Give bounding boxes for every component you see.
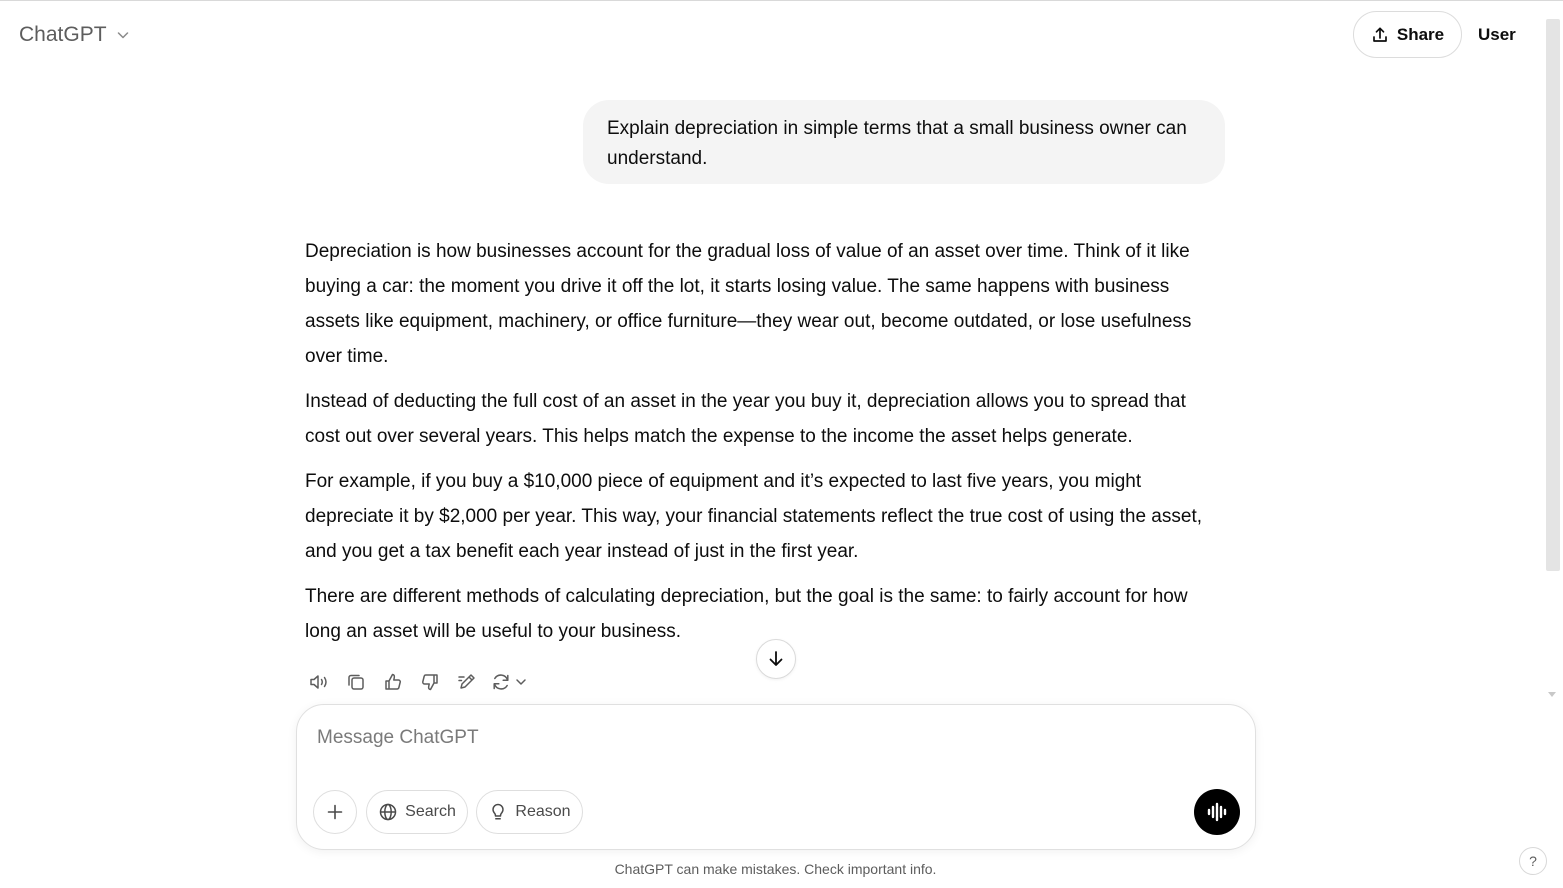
thumbs-down-icon [419, 671, 441, 693]
plus-icon [325, 802, 345, 822]
share-label: Share [1396, 24, 1445, 44]
share-button[interactable] [1353, 11, 1462, 58]
user-message-text: Explain depreciation in simple terms that a small business owner can understand. [607, 118, 1187, 169]
voice-mode-button[interactable] [1194, 789, 1240, 835]
edit-in-canvas-button[interactable] [453, 668, 481, 696]
copy-button[interactable] [342, 668, 370, 696]
model-label: ChatGPT [19, 23, 107, 46]
lightbulb-icon [488, 802, 508, 822]
message-composer [296, 704, 1256, 850]
voice-waveform-icon [1204, 799, 1230, 825]
reason-button[interactable] [476, 790, 583, 834]
user-label: User [1478, 25, 1516, 44]
copy-icon [345, 671, 367, 693]
message-input[interactable] [317, 723, 1197, 753]
user-message-bubble [583, 100, 1225, 184]
read-aloud-icon [308, 671, 330, 693]
scroll-to-bottom-button[interactable] [756, 639, 796, 679]
read-aloud-button[interactable] [305, 668, 333, 696]
assistant-paragraph: Depreciation is how businesses account for the gradual loss of value of an asset over time. Think of it like buying a car: the moment you drive it off the lot, it starts losing value. The same happens with business assets like equipment, machinery, or office furniture—they wear out, become outdated, or lose usefulness over time. [305, 241, 1192, 367]
disclaimer-text: ChatGPT can make mistakes. Check important info. [614, 861, 937, 877]
globe-icon [378, 802, 398, 822]
help-label: ? [1529, 853, 1537, 869]
edit-canvas-icon [456, 671, 478, 693]
thumbs-up-button[interactable] [379, 668, 407, 696]
avatar[interactable] [1478, 21, 1516, 49]
attach-button[interactable] [313, 790, 357, 834]
assistant-message [305, 234, 1225, 659]
scrollbar-thumb[interactable] [1546, 19, 1560, 571]
chevron-down-icon [115, 27, 131, 43]
share-icon [1371, 26, 1389, 44]
reason-label: Reason [515, 803, 571, 820]
top-header [0, 1, 1563, 69]
scrollbar[interactable] [1544, 19, 1561, 699]
scroll-down-arrow-icon[interactable] [1548, 692, 1556, 697]
help-button[interactable] [1519, 847, 1547, 875]
search-label: Search [405, 803, 456, 820]
assistant-paragraph: There are different methods of calculating depreciation, but the goal is the same: to fairly account for how long an asset will be useful to your business. [305, 586, 1188, 642]
arrow-down-icon [766, 649, 786, 669]
regenerate-icon [490, 671, 512, 693]
regenerate-button[interactable] [490, 668, 528, 696]
message-actions [305, 668, 537, 696]
assistant-paragraph: For example, if you buy a $10,000 piece of equipment and it’s expected to last five years, you might depreciate it by $2,000 per year. This way, your financial statements reflect the true cost of using the asset, and you get a tax benefit each year instead of just in the first year. [305, 471, 1202, 562]
model-selector[interactable] [19, 19, 131, 51]
search-button[interactable] [366, 790, 468, 834]
chevron-down-icon [514, 675, 528, 689]
thumbs-down-button[interactable] [416, 668, 444, 696]
thumbs-up-icon [382, 671, 404, 693]
assistant-paragraph: Instead of deducting the full cost of an asset in the year you buy it, depreciation allows you to spread that cost out over several years. This helps match the expense to the income the asset helps generate. [305, 391, 1186, 447]
